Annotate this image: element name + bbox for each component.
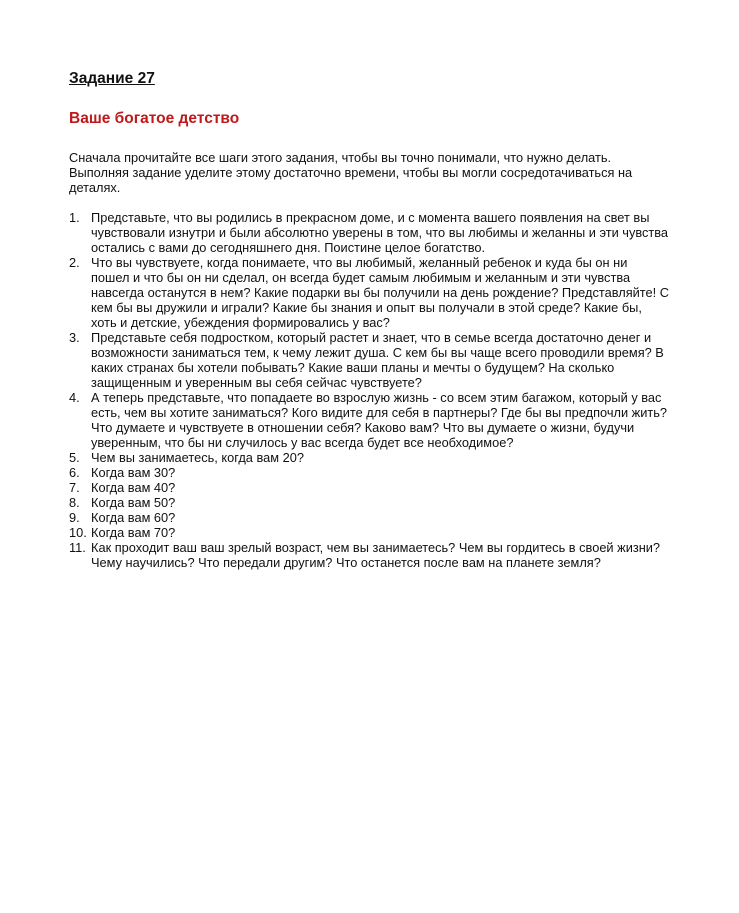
step-text: Когда вам 30? xyxy=(91,465,176,480)
step-text: А теперь представьте, что попадаете во взрослую жизнь - со всем этим багажом, который у вас есть, чем вы хотите заниматься? Кого видите для себя в партнеры? Где бы вы предпочли жить? Что думаете и чувствуете в отношении себя? Каково вам? Что вы думаете о жизни, будучи уверенным, что бы ни случилось у вас всегда будет все необходимое? xyxy=(91,390,668,450)
step-number: 11. xyxy=(69,540,86,555)
step-number: 3. xyxy=(69,330,80,345)
step-number: 9. xyxy=(69,510,80,525)
step-number: 4. xyxy=(69,390,80,405)
step-item-6 xyxy=(69,465,669,480)
step-text: Когда вам 70? xyxy=(91,525,176,540)
step-text: Когда вам 40? xyxy=(91,480,176,495)
step-text: Как проходит ваш ваш зрелый возраст, чем вы занимаетесь? Чем вы гордитесь в своей жизни? Чему научились? Что передали другим? Что останется после вам на планете земля? xyxy=(91,540,661,570)
step-number: 6. xyxy=(69,465,80,480)
step-item-2 xyxy=(69,255,669,330)
step-item-9 xyxy=(69,510,669,525)
step-number: 5. xyxy=(69,450,80,465)
document-content xyxy=(69,70,669,570)
step-item-7 xyxy=(69,480,669,495)
step-text: Чем вы занимаетесь, когда вам 20? xyxy=(91,450,304,465)
step-number: 8. xyxy=(69,495,80,510)
task-title: Задание 27 xyxy=(69,70,155,87)
step-item-4 xyxy=(69,390,669,450)
step-item-11 xyxy=(69,540,669,570)
step-item-3 xyxy=(69,330,669,390)
step-text: Представьте, что вы родились в прекрасном доме, и с момента вашего появления на свет вы чувствовали изнутри и были абсолютно уверены в том, что вы любимы и желанны и эти чувства остались с вами до сегодняшнего дня. Поистине целое богатство. xyxy=(91,210,669,255)
steps-list xyxy=(69,210,669,570)
step-item-1 xyxy=(69,210,669,255)
step-number: 1. xyxy=(69,210,80,225)
step-text: Что вы чувствуете, когда понимаете, что вы любимый, желанный ребенок и куда бы он ни пошел и что бы он ни сделал, он всегда будет самым любимым и желанным и эти чувства навсегда останутся в нем? Какие подарки вы бы получили на день рождение? Представляйте! С кем бы вы дружили и играли? Какие бы знания и опыт вы получали в этой среде? Какие бы, хоть и детские, убеждения формировались у вас? xyxy=(91,255,669,330)
intro-paragraph: Сначала прочитайте все шаги этого задания, чтобы вы точно понимали, что нужно делать. Выполняя задание уделите этому достаточно времени, чтобы вы могли сосредотачиваться на деталях. xyxy=(69,150,633,195)
step-number: 2. xyxy=(69,255,80,270)
step-item-8 xyxy=(69,495,669,510)
step-text: Когда вам 50? xyxy=(91,495,176,510)
step-number: 10. xyxy=(69,525,87,540)
step-item-5 xyxy=(69,450,669,465)
step-text: Когда вам 60? xyxy=(91,510,176,525)
section-subtitle: Ваше богатое детство xyxy=(69,110,240,127)
step-item-10 xyxy=(69,525,669,540)
step-number: 7. xyxy=(69,480,80,495)
step-text: Представьте себя подростком, который растет и знает, что в семье всегда достаточно денег и возможности заниматься тем, к чему лежит душа. С кем бы вы чаще всего проводили время? В каких странах бы хотели побывать? Какие ваши планы и мечты о будущем? На сколько защищенным и уверенным вы себя сейчас чувствуете? xyxy=(91,330,664,390)
